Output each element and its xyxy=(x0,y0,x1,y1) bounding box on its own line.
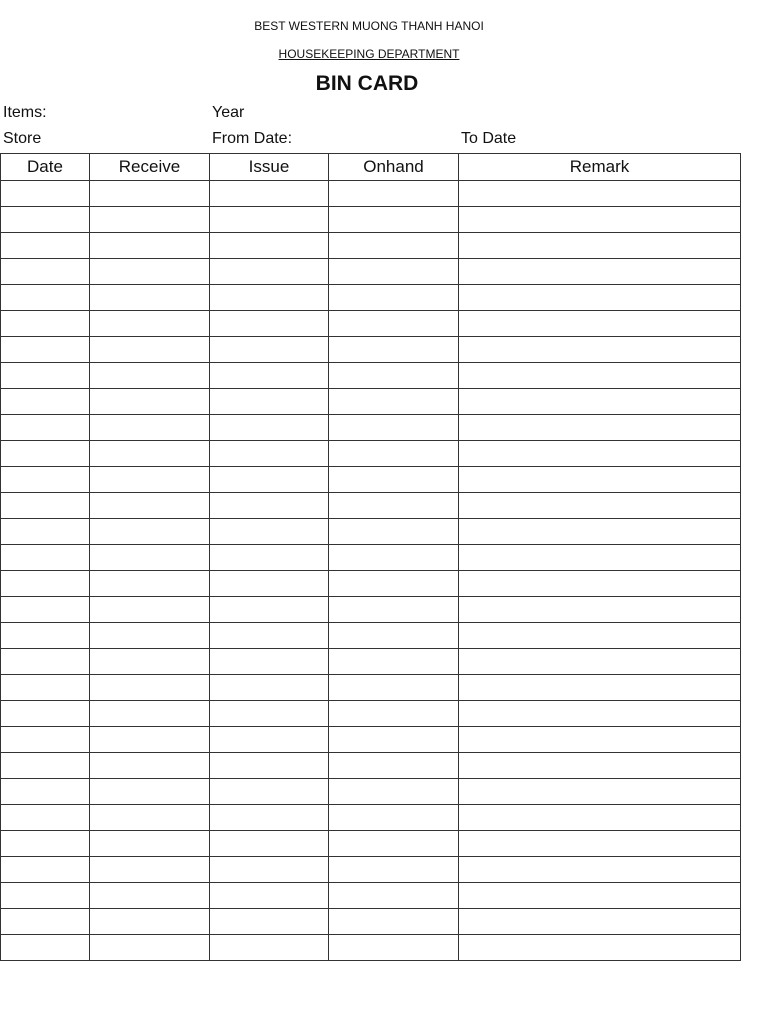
cell-issue[interactable] xyxy=(210,571,329,597)
cell-onhand[interactable] xyxy=(329,181,459,207)
cell-date[interactable] xyxy=(1,493,90,519)
cell-onhand[interactable] xyxy=(329,415,459,441)
cell-remark[interactable] xyxy=(459,909,741,935)
bin-card-table xyxy=(0,153,741,961)
cell-receive[interactable] xyxy=(90,259,210,285)
cell-receive[interactable] xyxy=(90,415,210,441)
cell-issue[interactable] xyxy=(210,805,329,831)
cell-date[interactable] xyxy=(1,805,90,831)
table-row xyxy=(1,675,741,701)
cell-onhand[interactable] xyxy=(329,337,459,363)
cell-receive[interactable] xyxy=(90,337,210,363)
cell-onhand[interactable] xyxy=(329,857,459,883)
cell-issue[interactable] xyxy=(210,753,329,779)
cell-receive[interactable] xyxy=(90,571,210,597)
cell-issue[interactable] xyxy=(210,415,329,441)
cell-date[interactable] xyxy=(1,701,90,727)
cell-issue[interactable] xyxy=(210,727,329,753)
store-label: Store xyxy=(3,130,42,147)
cell-remark[interactable] xyxy=(459,493,741,519)
cell-remark[interactable] xyxy=(459,727,741,753)
cell-remark[interactable] xyxy=(459,623,741,649)
cell-remark[interactable] xyxy=(459,857,741,883)
table-row xyxy=(1,571,741,597)
cell-receive[interactable] xyxy=(90,545,210,571)
cell-issue[interactable] xyxy=(210,233,329,259)
cell-issue[interactable] xyxy=(210,337,329,363)
cell-issue[interactable] xyxy=(210,545,329,571)
table-row xyxy=(1,285,741,311)
cell-remark[interactable] xyxy=(459,597,741,623)
cell-remark[interactable] xyxy=(459,363,741,389)
cell-issue[interactable] xyxy=(210,467,329,493)
cell-receive[interactable] xyxy=(90,597,210,623)
cell-issue[interactable] xyxy=(210,649,329,675)
cell-remark[interactable] xyxy=(459,415,741,441)
document-title: BIN CARD xyxy=(315,72,419,95)
cell-remark[interactable] xyxy=(459,467,741,493)
cell-remark[interactable] xyxy=(459,181,741,207)
from-date-label: From Date: xyxy=(212,130,293,147)
department-name: HOUSEKEEPING DEPARTMENT xyxy=(278,47,460,61)
cell-date[interactable] xyxy=(1,259,90,285)
column-header-date: Date xyxy=(1,154,90,181)
cell-onhand[interactable] xyxy=(329,623,459,649)
cell-remark[interactable] xyxy=(459,337,741,363)
column-header-onhand: Onhand xyxy=(329,154,459,181)
cell-onhand[interactable] xyxy=(329,909,459,935)
cell-date[interactable] xyxy=(1,389,90,415)
cell-date[interactable] xyxy=(1,285,90,311)
cell-remark[interactable] xyxy=(459,545,741,571)
cell-issue[interactable] xyxy=(210,285,329,311)
cell-onhand[interactable] xyxy=(329,311,459,337)
cell-issue[interactable] xyxy=(210,831,329,857)
cell-date[interactable] xyxy=(1,181,90,207)
table-row xyxy=(1,805,741,831)
table-row xyxy=(1,493,741,519)
cell-remark[interactable] xyxy=(459,805,741,831)
cell-date[interactable] xyxy=(1,363,90,389)
cell-remark[interactable] xyxy=(459,519,741,545)
table-row xyxy=(1,441,741,467)
cell-issue[interactable] xyxy=(210,207,329,233)
table-row xyxy=(1,415,741,441)
cell-issue[interactable] xyxy=(210,363,329,389)
cell-date[interactable] xyxy=(1,441,90,467)
cell-onhand[interactable] xyxy=(329,285,459,311)
cell-date[interactable] xyxy=(1,467,90,493)
table-row xyxy=(1,467,741,493)
table-row xyxy=(1,259,741,285)
hotel-name: BEST WESTERN MUONG THANH HANOI xyxy=(254,19,484,33)
cell-receive[interactable] xyxy=(90,441,210,467)
cell-receive[interactable] xyxy=(90,623,210,649)
cell-date[interactable] xyxy=(1,779,90,805)
cell-onhand[interactable] xyxy=(329,545,459,571)
cell-onhand[interactable] xyxy=(329,805,459,831)
table-row xyxy=(1,519,741,545)
cell-onhand[interactable] xyxy=(329,831,459,857)
cell-remark[interactable] xyxy=(459,285,741,311)
cell-remark[interactable] xyxy=(459,675,741,701)
cell-receive[interactable] xyxy=(90,649,210,675)
cell-issue[interactable] xyxy=(210,441,329,467)
cell-issue[interactable] xyxy=(210,493,329,519)
cell-remark[interactable] xyxy=(459,311,741,337)
cell-receive[interactable] xyxy=(90,233,210,259)
cell-receive[interactable] xyxy=(90,519,210,545)
cell-date[interactable] xyxy=(1,571,90,597)
cell-remark[interactable] xyxy=(459,935,741,961)
cell-issue[interactable] xyxy=(210,597,329,623)
cell-date[interactable] xyxy=(1,935,90,961)
cell-onhand[interactable] xyxy=(329,389,459,415)
cell-issue[interactable] xyxy=(210,389,329,415)
cell-receive[interactable] xyxy=(90,779,210,805)
cell-receive[interactable] xyxy=(90,935,210,961)
cell-receive[interactable] xyxy=(90,727,210,753)
table-row xyxy=(1,337,741,363)
cell-issue[interactable] xyxy=(210,857,329,883)
cell-receive[interactable] xyxy=(90,467,210,493)
cell-remark[interactable] xyxy=(459,831,741,857)
cell-date[interactable] xyxy=(1,597,90,623)
cell-onhand[interactable] xyxy=(329,519,459,545)
table-row xyxy=(1,311,741,337)
cell-onhand[interactable] xyxy=(329,259,459,285)
cell-remark[interactable] xyxy=(459,233,741,259)
cell-onhand[interactable] xyxy=(329,753,459,779)
table-row xyxy=(1,727,741,753)
cell-onhand[interactable] xyxy=(329,779,459,805)
cell-onhand[interactable] xyxy=(329,935,459,961)
table-row xyxy=(1,597,741,623)
cell-date[interactable] xyxy=(1,207,90,233)
cell-issue[interactable] xyxy=(210,519,329,545)
cell-onhand[interactable] xyxy=(329,363,459,389)
cell-issue[interactable] xyxy=(210,883,329,909)
table-row xyxy=(1,623,741,649)
cell-onhand[interactable] xyxy=(329,649,459,675)
cell-remark[interactable] xyxy=(459,649,741,675)
cell-issue[interactable] xyxy=(210,675,329,701)
cell-remark[interactable] xyxy=(459,259,741,285)
column-header-issue: Issue xyxy=(210,154,329,181)
table-body xyxy=(1,181,741,961)
cell-onhand[interactable] xyxy=(329,701,459,727)
column-header-remark: Remark xyxy=(459,154,741,181)
table-row xyxy=(1,935,741,961)
cell-onhand[interactable] xyxy=(329,493,459,519)
cell-issue[interactable] xyxy=(210,623,329,649)
cell-issue[interactable] xyxy=(210,701,329,727)
table-header-row xyxy=(1,154,741,181)
cell-onhand[interactable] xyxy=(329,597,459,623)
cell-onhand[interactable] xyxy=(329,467,459,493)
cell-receive[interactable] xyxy=(90,285,210,311)
cell-date[interactable] xyxy=(1,857,90,883)
cell-issue[interactable] xyxy=(210,259,329,285)
cell-date[interactable] xyxy=(1,649,90,675)
cell-receive[interactable] xyxy=(90,311,210,337)
cell-receive[interactable] xyxy=(90,701,210,727)
cell-date[interactable] xyxy=(1,675,90,701)
cell-remark[interactable] xyxy=(459,207,741,233)
cell-remark[interactable] xyxy=(459,779,741,805)
cell-remark[interactable] xyxy=(459,571,741,597)
cell-receive[interactable] xyxy=(90,805,210,831)
cell-remark[interactable] xyxy=(459,701,741,727)
cell-date[interactable] xyxy=(1,909,90,935)
table-row xyxy=(1,389,741,415)
cell-onhand[interactable] xyxy=(329,675,459,701)
cell-receive[interactable] xyxy=(90,181,210,207)
cell-onhand[interactable] xyxy=(329,233,459,259)
table-row xyxy=(1,181,741,207)
cell-receive[interactable] xyxy=(90,909,210,935)
table-row xyxy=(1,233,741,259)
cell-receive[interactable] xyxy=(90,207,210,233)
cell-receive[interactable] xyxy=(90,363,210,389)
table-row xyxy=(1,857,741,883)
cell-receive[interactable] xyxy=(90,493,210,519)
cell-date[interactable] xyxy=(1,415,90,441)
table-row xyxy=(1,545,741,571)
cell-issue[interactable] xyxy=(210,935,329,961)
cell-onhand[interactable] xyxy=(329,207,459,233)
table-row xyxy=(1,909,741,935)
table-row xyxy=(1,363,741,389)
cell-date[interactable] xyxy=(1,753,90,779)
cell-issue[interactable] xyxy=(210,181,329,207)
table-row xyxy=(1,779,741,805)
table-row xyxy=(1,831,741,857)
cell-date[interactable] xyxy=(1,311,90,337)
cell-receive[interactable] xyxy=(90,857,210,883)
table-row xyxy=(1,701,741,727)
cell-date[interactable] xyxy=(1,545,90,571)
table-row xyxy=(1,883,741,909)
column-header-receive: Receive xyxy=(90,154,210,181)
table-row xyxy=(1,207,741,233)
cell-date[interactable] xyxy=(1,623,90,649)
cell-receive[interactable] xyxy=(90,883,210,909)
cell-remark[interactable] xyxy=(459,389,741,415)
to-date-label: To Date xyxy=(461,130,517,147)
cell-issue[interactable] xyxy=(210,909,329,935)
cell-receive[interactable] xyxy=(90,389,210,415)
cell-date[interactable] xyxy=(1,883,90,909)
table-row xyxy=(1,753,741,779)
cell-date[interactable] xyxy=(1,519,90,545)
cell-receive[interactable] xyxy=(90,753,210,779)
cell-remark[interactable] xyxy=(459,441,741,467)
cell-onhand[interactable] xyxy=(329,571,459,597)
cell-date[interactable] xyxy=(1,337,90,363)
cell-date[interactable] xyxy=(1,831,90,857)
cell-remark[interactable] xyxy=(459,753,741,779)
cell-date[interactable] xyxy=(1,233,90,259)
items-label: Items: xyxy=(3,104,47,121)
cell-issue[interactable] xyxy=(210,779,329,805)
cell-receive[interactable] xyxy=(90,675,210,701)
cell-remark[interactable] xyxy=(459,883,741,909)
table-row xyxy=(1,649,741,675)
year-label: Year xyxy=(212,104,245,121)
cell-receive[interactable] xyxy=(90,831,210,857)
cell-date[interactable] xyxy=(1,727,90,753)
cell-onhand[interactable] xyxy=(329,883,459,909)
cell-issue[interactable] xyxy=(210,311,329,337)
cell-onhand[interactable] xyxy=(329,441,459,467)
cell-onhand[interactable] xyxy=(329,727,459,753)
